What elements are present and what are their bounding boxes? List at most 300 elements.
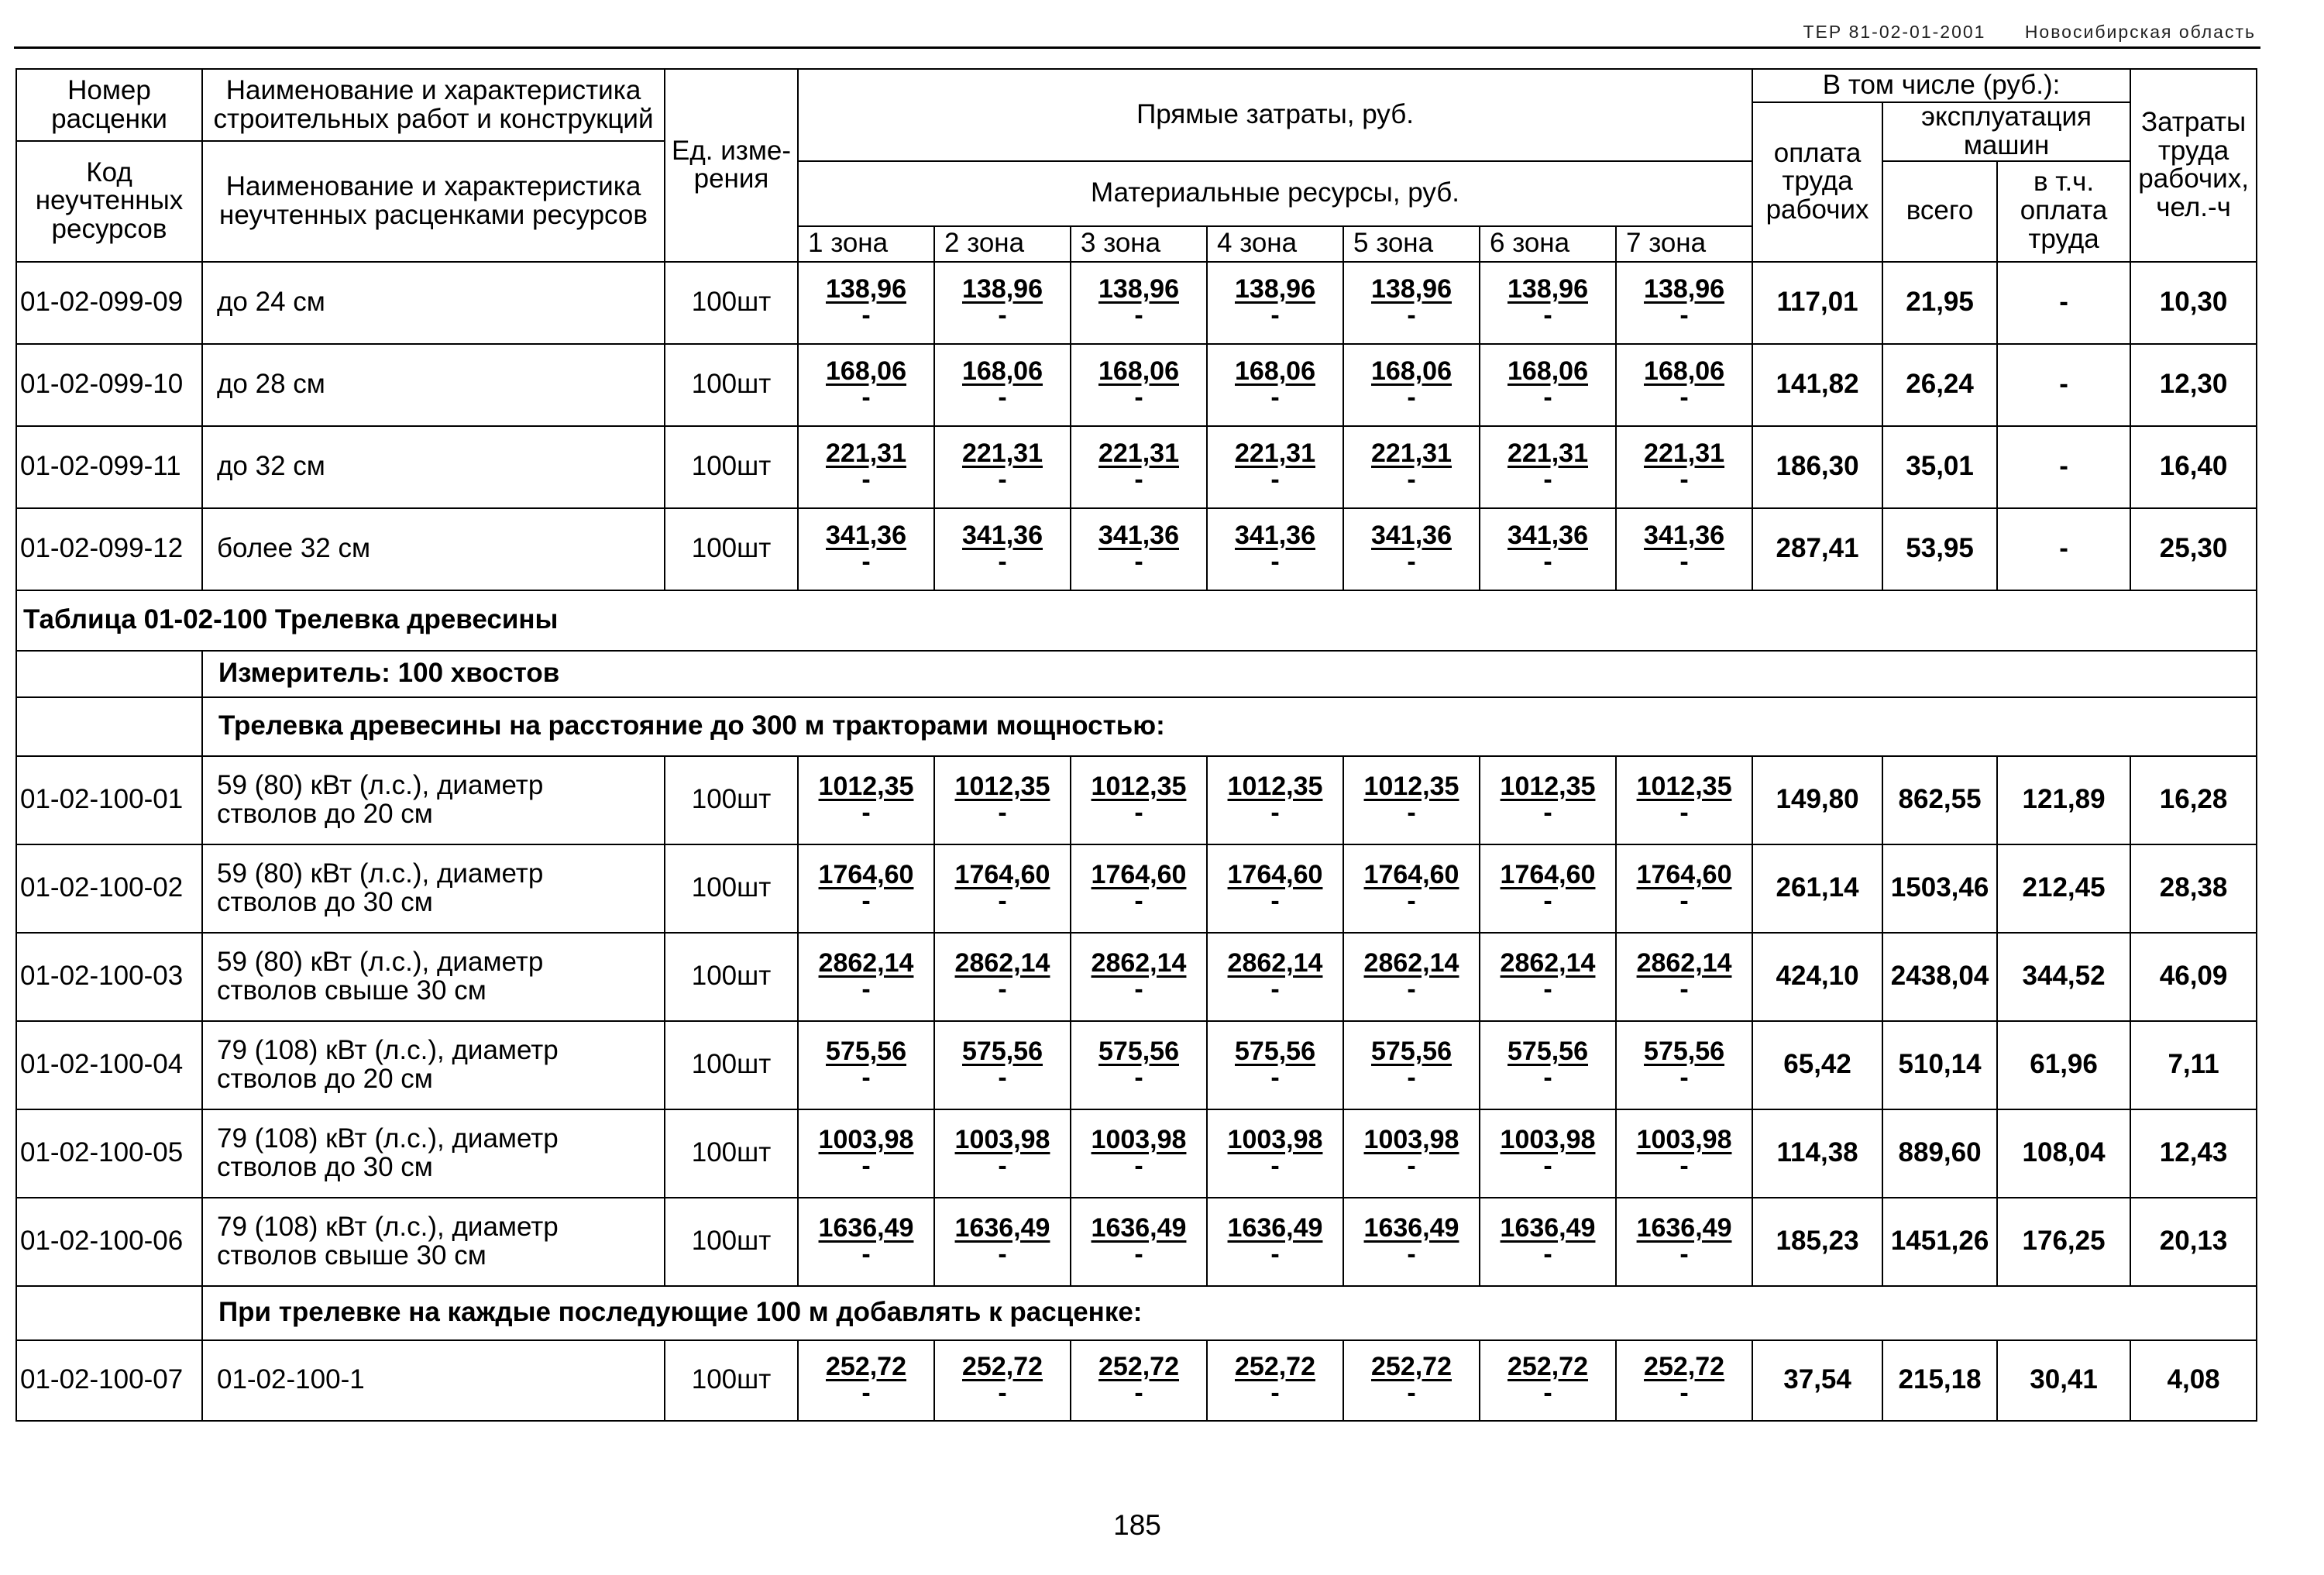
labor-hours: 46,09 <box>2130 933 2257 1021</box>
labor-hours: 16,28 <box>2130 756 2257 844</box>
cost-unaccounted: - <box>1134 300 1143 330</box>
cost-unaccounted: - <box>1407 464 1416 494</box>
rate-code: 01-02-100-03 <box>16 933 202 1021</box>
cost-value: 252,72 <box>1508 1351 1588 1381</box>
zone-3-cost <box>1071 1340 1207 1421</box>
rate-code: 01-02-100-07 <box>16 1340 202 1421</box>
cost-fraction <box>1364 861 1459 914</box>
header-zone-3: 3 зона <box>1071 226 1207 262</box>
zone-5-cost <box>1343 933 1480 1021</box>
cost-unaccounted: - <box>1134 1377 1143 1408</box>
machines-total: 862,55 <box>1882 756 1997 844</box>
zone-3-cost <box>1071 1198 1207 1286</box>
cost-unaccounted: - <box>1270 382 1280 412</box>
cost-unaccounted: - <box>1407 1239 1416 1269</box>
cost-value: 1012,35 <box>1500 771 1596 801</box>
cost-fraction <box>962 273 1043 330</box>
cost-fraction <box>826 440 906 493</box>
cost-unaccounted: - <box>1407 546 1416 576</box>
zone-6-cost <box>1480 1021 1616 1109</box>
machines-labor: - <box>1997 262 2130 344</box>
labor-pay: 261,14 <box>1752 844 1882 933</box>
zone-6-cost <box>1480 933 1616 1021</box>
section-row <box>16 651 2257 697</box>
cost-value: 575,56 <box>962 1036 1043 1066</box>
table-row <box>16 344 2257 426</box>
header-zone-2: 2 зона <box>934 226 1071 262</box>
header-including: В том числе (руб.): <box>1752 69 2130 102</box>
cost-fraction <box>826 522 906 575</box>
cost-fraction <box>1364 773 1459 826</box>
cost-fraction <box>818 1212 914 1269</box>
cost-value: 575,56 <box>1644 1036 1725 1066</box>
zone-1-cost <box>798 844 934 933</box>
cost-unaccounted: - <box>998 974 1007 1004</box>
cost-fraction <box>955 861 1050 914</box>
cost-fraction <box>962 1353 1043 1406</box>
zone-2-cost <box>934 344 1071 426</box>
unit: 100шт <box>665 344 798 426</box>
unit: 100шт <box>665 844 798 933</box>
zone-7-cost <box>1616 344 1752 426</box>
zone-4-cost <box>1207 1109 1343 1198</box>
cost-value: 2862,14 <box>1636 947 1732 978</box>
cost-fraction <box>1500 1212 1596 1269</box>
cost-fraction <box>955 1126 1050 1179</box>
zone-4-cost <box>1207 344 1343 426</box>
table-row <box>16 1021 2257 1109</box>
zone-7-cost <box>1616 426 1752 508</box>
zone-4-cost <box>1207 1021 1343 1109</box>
cost-fraction <box>1637 861 1732 914</box>
cost-unaccounted: - <box>1679 886 1689 916</box>
header-res-code: Код неучтенных ресурсов <box>16 141 202 262</box>
rate-code: 01-02-099-09 <box>16 262 202 344</box>
cost-fraction <box>1636 947 1732 1004</box>
machines-total: 21,95 <box>1882 262 1997 344</box>
cost-fraction <box>1508 522 1588 575</box>
machines-labor: - <box>1997 508 2130 590</box>
cost-fraction <box>1091 1212 1187 1269</box>
cost-fraction <box>1091 947 1187 1004</box>
cost-unaccounted: - <box>1270 1062 1280 1092</box>
cost-unaccounted: - <box>1543 382 1552 412</box>
zone-7-cost <box>1616 933 1752 1021</box>
zone-2-cost <box>934 508 1071 590</box>
cost-fraction <box>1644 440 1724 493</box>
cost-fraction <box>1235 273 1315 330</box>
cost-unaccounted: - <box>861 1062 871 1092</box>
cost-fraction <box>818 947 914 1004</box>
cost-unaccounted: - <box>1543 546 1552 576</box>
header-res-name: Наименование и характеристика неучтенных расценками ресурсов <box>202 141 665 262</box>
cost-fraction <box>1501 1126 1596 1179</box>
header-rate-no: Номер расценки <box>16 69 202 141</box>
rate-name-line-1: 79 (108) кВт (л.с.), диаметр <box>217 1211 559 1242</box>
cost-unaccounted: - <box>998 1239 1007 1269</box>
labor-pay: 117,01 <box>1752 262 1882 344</box>
unit: 100шт <box>665 1021 798 1109</box>
cost-value: 138,96 <box>1371 273 1452 304</box>
cost-unaccounted: - <box>1543 1239 1552 1269</box>
cost-unaccounted: - <box>1270 464 1280 494</box>
cost-value: 221,31 <box>1644 438 1725 468</box>
cost-value: 1764,60 <box>1091 859 1187 889</box>
cost-unaccounted: - <box>1543 1150 1552 1181</box>
cost-unaccounted: - <box>1679 1377 1689 1408</box>
cost-value: 168,06 <box>1508 356 1588 386</box>
cost-unaccounted: - <box>1270 1239 1280 1269</box>
cost-unaccounted: - <box>1270 1150 1280 1181</box>
machines-total: 35,01 <box>1882 426 1997 508</box>
unit: 100шт <box>665 1109 798 1198</box>
zone-4-cost <box>1207 262 1343 344</box>
cost-unaccounted: - <box>998 546 1007 576</box>
zone-6-cost <box>1480 1198 1616 1286</box>
machines-labor: - <box>1997 344 2130 426</box>
cost-value: 221,31 <box>1508 438 1588 468</box>
rate-name: до 32 см <box>202 426 665 508</box>
zone-7-cost <box>1616 756 1752 844</box>
table-row <box>16 262 2257 344</box>
rate-name-line-1: 79 (108) кВт (л.с.), диаметр <box>217 1034 559 1065</box>
header-zone-1: 1 зона <box>798 226 934 262</box>
cost-fraction <box>1508 1038 1588 1091</box>
cost-fraction <box>819 1126 914 1179</box>
labor-hours: 25,30 <box>2130 508 2257 590</box>
cost-fraction <box>826 358 906 411</box>
cost-fraction <box>1508 1353 1588 1406</box>
labor-pay: 141,82 <box>1752 344 1882 426</box>
cost-fraction <box>1644 358 1724 411</box>
zone-7-cost <box>1616 262 1752 344</box>
cost-fraction <box>1371 1353 1452 1406</box>
header-unit: Ед. изме-рения <box>665 69 798 262</box>
zone-3-cost <box>1071 844 1207 933</box>
cost-fraction <box>1371 1038 1452 1091</box>
cost-value: 1003,98 <box>1091 1124 1187 1154</box>
cost-value: 221,31 <box>962 438 1043 468</box>
zone-4-cost <box>1207 756 1343 844</box>
cost-fraction <box>1371 440 1452 493</box>
zone-2-cost <box>934 844 1071 933</box>
unit: 100шт <box>665 1198 798 1286</box>
rates-table <box>15 68 2257 1422</box>
rate-name <box>202 1198 665 1286</box>
cost-unaccounted: - <box>1679 1150 1689 1181</box>
zone-3-cost <box>1071 1109 1207 1198</box>
cost-fraction <box>826 1038 906 1091</box>
section-row <box>16 697 2257 756</box>
cost-value: 1636,49 <box>1091 1212 1187 1243</box>
zone-7-cost <box>1616 1198 1752 1286</box>
cost-unaccounted: - <box>1270 1377 1280 1408</box>
table-row <box>16 426 2257 508</box>
cost-unaccounted: - <box>998 382 1007 412</box>
cost-fraction <box>962 1038 1043 1091</box>
table-row <box>16 508 2257 590</box>
header-machines: эксплуатация машин <box>1882 102 2130 161</box>
cost-value: 1636,49 <box>1363 1212 1459 1243</box>
machines-total: 889,60 <box>1882 1109 1997 1198</box>
table-row <box>16 1109 2257 1198</box>
header-zone-6: 6 зона <box>1480 226 1616 262</box>
zone-1-cost <box>798 756 934 844</box>
cost-unaccounted: - <box>1407 1150 1416 1181</box>
labor-hours: 12,43 <box>2130 1109 2257 1198</box>
machines-labor: - <box>1997 426 2130 508</box>
header-total: всего <box>1882 161 1997 262</box>
unit: 100шт <box>665 508 798 590</box>
cost-unaccounted: - <box>1270 886 1280 916</box>
cost-unaccounted: - <box>1679 300 1689 330</box>
cost-value: 2862,14 <box>818 947 914 978</box>
cost-fraction <box>962 522 1043 575</box>
cost-fraction <box>1092 773 1187 826</box>
cost-unaccounted: - <box>1407 886 1416 916</box>
rate-name <box>202 933 665 1021</box>
rate-code: 01-02-100-02 <box>16 844 202 933</box>
header-rule <box>14 46 2260 49</box>
unit: 100шт <box>665 756 798 844</box>
zone-7-cost <box>1616 508 1752 590</box>
cost-unaccounted: - <box>861 1239 871 1269</box>
zone-5-cost <box>1343 426 1480 508</box>
zone-6-cost <box>1480 756 1616 844</box>
cost-unaccounted: - <box>1134 464 1143 494</box>
rate-name-line-2: стволов до 30 см <box>217 1151 433 1182</box>
cost-value: 252,72 <box>962 1351 1043 1381</box>
cost-value: 1012,35 <box>1227 771 1323 801</box>
zone-1-cost <box>798 508 934 590</box>
cost-value: 575,56 <box>1508 1036 1588 1066</box>
zone-6-cost <box>1480 844 1616 933</box>
cost-value: 168,06 <box>1644 356 1725 386</box>
cost-fraction <box>1098 440 1179 493</box>
zone-6-cost <box>1480 344 1616 426</box>
cost-value: 1764,60 <box>1363 859 1459 889</box>
cost-value: 252,72 <box>1098 1351 1179 1381</box>
cost-value: 1012,35 <box>818 771 914 801</box>
zone-6-cost <box>1480 426 1616 508</box>
zone-2-cost <box>934 933 1071 1021</box>
cost-value: 341,36 <box>1098 520 1179 550</box>
cost-unaccounted: - <box>1134 382 1143 412</box>
cost-unaccounted: - <box>861 382 871 412</box>
cost-fraction <box>1228 773 1323 826</box>
table-row <box>16 756 2257 844</box>
page-number: 185 <box>1113 1509 1161 1541</box>
cost-fraction <box>1500 947 1596 1004</box>
machines-labor: 176,25 <box>1997 1198 2130 1286</box>
cost-unaccounted: - <box>1134 1239 1143 1269</box>
cost-unaccounted: - <box>861 797 871 827</box>
rate-name-line-1: 79 (108) кВт (л.с.), диаметр <box>217 1123 559 1154</box>
zone-4-cost <box>1207 844 1343 933</box>
cost-value: 1636,49 <box>818 1212 914 1243</box>
rate-code: 01-02-100-01 <box>16 756 202 844</box>
rate-name-line-1: 59 (80) кВт (л.с.), диаметр <box>217 769 544 800</box>
cost-value: 221,31 <box>1371 438 1452 468</box>
cost-value: 2862,14 <box>1227 947 1323 978</box>
cost-unaccounted: - <box>1134 974 1143 1004</box>
cost-fraction <box>1508 273 1588 330</box>
cost-fraction <box>955 773 1050 826</box>
unit: 100шт <box>665 262 798 344</box>
cost-fraction <box>826 1353 906 1406</box>
header-zone-5: 5 зона <box>1343 226 1480 262</box>
cost-unaccounted: - <box>998 1377 1007 1408</box>
zone-5-cost <box>1343 1340 1480 1421</box>
cost-fraction <box>1098 1038 1179 1091</box>
zone-7-cost <box>1616 1340 1752 1421</box>
cost-fraction <box>1228 861 1323 914</box>
cost-unaccounted: - <box>998 464 1007 494</box>
labor-hours: 4,08 <box>2130 1340 2257 1421</box>
cost-unaccounted: - <box>1543 1062 1552 1092</box>
rate-name-line-2: стволов свыше 30 см <box>217 1240 486 1271</box>
labor-hours: 20,13 <box>2130 1198 2257 1286</box>
rate-name <box>202 844 665 933</box>
rate-code: 01-02-100-05 <box>16 1109 202 1198</box>
zone-3-cost <box>1071 1021 1207 1109</box>
cost-value: 1012,35 <box>1091 771 1187 801</box>
cost-fraction <box>1235 358 1315 411</box>
measurer: Измеритель: 100 хвостов <box>202 651 2257 697</box>
rate-name <box>202 756 665 844</box>
zone-4-cost <box>1207 426 1343 508</box>
zone-2-cost <box>934 1340 1071 1421</box>
cost-unaccounted: - <box>1134 1062 1143 1092</box>
cost-unaccounted: - <box>861 974 871 1004</box>
cost-value: 221,31 <box>826 438 906 468</box>
cost-fraction <box>1501 773 1596 826</box>
cost-unaccounted: - <box>998 1150 1007 1181</box>
machines-total: 1451,26 <box>1882 1198 1997 1286</box>
zone-5-cost <box>1343 756 1480 844</box>
cost-unaccounted: - <box>1543 464 1552 494</box>
cost-value: 575,56 <box>1235 1036 1315 1066</box>
cost-fraction <box>1637 773 1732 826</box>
zone-1-cost <box>798 933 934 1021</box>
zone-4-cost <box>1207 508 1343 590</box>
header-materials: Материальные ресурсы, руб. <box>798 161 1752 226</box>
cost-fraction <box>962 440 1043 493</box>
header-zone-7: 7 зона <box>1616 226 1752 262</box>
labor-hours: 10,30 <box>2130 262 2257 344</box>
cost-unaccounted: - <box>1407 797 1416 827</box>
cost-value: 1012,35 <box>1363 771 1459 801</box>
zone-6-cost <box>1480 1340 1616 1421</box>
zone-7-cost <box>1616 844 1752 933</box>
cost-fraction <box>819 773 914 826</box>
cost-fraction <box>1364 1126 1459 1179</box>
zone-5-cost <box>1343 508 1480 590</box>
cost-value: 168,06 <box>1371 356 1452 386</box>
cost-fraction <box>954 1212 1050 1269</box>
cost-value: 341,36 <box>962 520 1043 550</box>
cost-value: 1012,35 <box>1636 771 1732 801</box>
cost-unaccounted: - <box>1134 797 1143 827</box>
cost-fraction <box>1235 1038 1315 1091</box>
zone-5-cost <box>1343 344 1480 426</box>
zone-6-cost <box>1480 262 1616 344</box>
cost-value: 252,72 <box>1371 1351 1452 1381</box>
zone-3-cost <box>1071 508 1207 590</box>
header-labor-pay: оплата труда рабочих <box>1752 102 1882 262</box>
cost-unaccounted: - <box>1407 974 1416 1004</box>
rate-code: 01-02-100-06 <box>16 1198 202 1286</box>
empty-cell <box>16 697 202 756</box>
zone-4-cost <box>1207 1340 1343 1421</box>
machines-total: 26,24 <box>1882 344 1997 426</box>
labor-pay: 287,41 <box>1752 508 1882 590</box>
empty-cell <box>16 1286 202 1340</box>
zone-1-cost <box>798 344 934 426</box>
cost-fraction <box>962 358 1043 411</box>
cost-value: 2862,14 <box>954 947 1050 978</box>
zone-3-cost <box>1071 756 1207 844</box>
cost-fraction <box>1235 440 1315 493</box>
table-title-row <box>16 590 2257 651</box>
cost-value: 2862,14 <box>1363 947 1459 978</box>
cost-unaccounted: - <box>1270 300 1280 330</box>
zone-3-cost <box>1071 426 1207 508</box>
zone-1-cost <box>798 1340 934 1421</box>
cost-value: 1636,49 <box>954 1212 1050 1243</box>
zone-3-cost <box>1071 262 1207 344</box>
rate-name-line-2: стволов до 20 см <box>217 1063 433 1094</box>
labor-pay: 65,42 <box>1752 1021 1882 1109</box>
cost-value: 341,36 <box>826 520 906 550</box>
rate-name: более 32 см <box>202 508 665 590</box>
cost-fraction <box>1371 522 1452 575</box>
cost-value: 1636,49 <box>1636 1212 1732 1243</box>
labor-pay: 114,38 <box>1752 1109 1882 1198</box>
machines-total: 53,95 <box>1882 508 1997 590</box>
cost-value: 1003,98 <box>1636 1124 1732 1154</box>
page-header <box>1803 22 2256 43</box>
cost-fraction <box>1371 358 1452 411</box>
cost-unaccounted: - <box>1407 1062 1416 1092</box>
unit: 100шт <box>665 1340 798 1421</box>
header-work-name: Наименование и характеристика строительных работ и конструкций <box>202 69 665 141</box>
cost-fraction <box>1644 273 1725 330</box>
cost-value: 2862,14 <box>1091 947 1187 978</box>
rate-code: 01-02-099-11 <box>16 426 202 508</box>
cost-value: 138,96 <box>826 273 906 304</box>
cost-value: 138,96 <box>1508 273 1588 304</box>
cost-fraction <box>1644 1353 1724 1406</box>
zone-5-cost <box>1343 262 1480 344</box>
rate-code: 01-02-099-12 <box>16 508 202 590</box>
cost-unaccounted: - <box>1679 974 1689 1004</box>
cost-fraction <box>1363 947 1459 1004</box>
zone-2-cost <box>934 426 1071 508</box>
cost-unaccounted: - <box>861 1150 871 1181</box>
cost-unaccounted: - <box>861 546 871 576</box>
cost-value: 138,96 <box>1235 273 1315 304</box>
machines-labor: 212,45 <box>1997 844 2130 933</box>
cost-value: 341,36 <box>1644 520 1725 550</box>
section-title: При трелевке на каждые последующие 100 м добавлять к расценке: <box>202 1286 2257 1340</box>
table-row <box>16 844 2257 933</box>
cost-unaccounted: - <box>1679 1239 1689 1269</box>
cost-fraction <box>1227 1212 1323 1269</box>
section-title: Трелевка древесины на расстояние до 300 м тракторами мощностью: <box>202 697 2257 756</box>
cost-value: 168,06 <box>1235 356 1315 386</box>
cost-unaccounted: - <box>1134 1150 1143 1181</box>
